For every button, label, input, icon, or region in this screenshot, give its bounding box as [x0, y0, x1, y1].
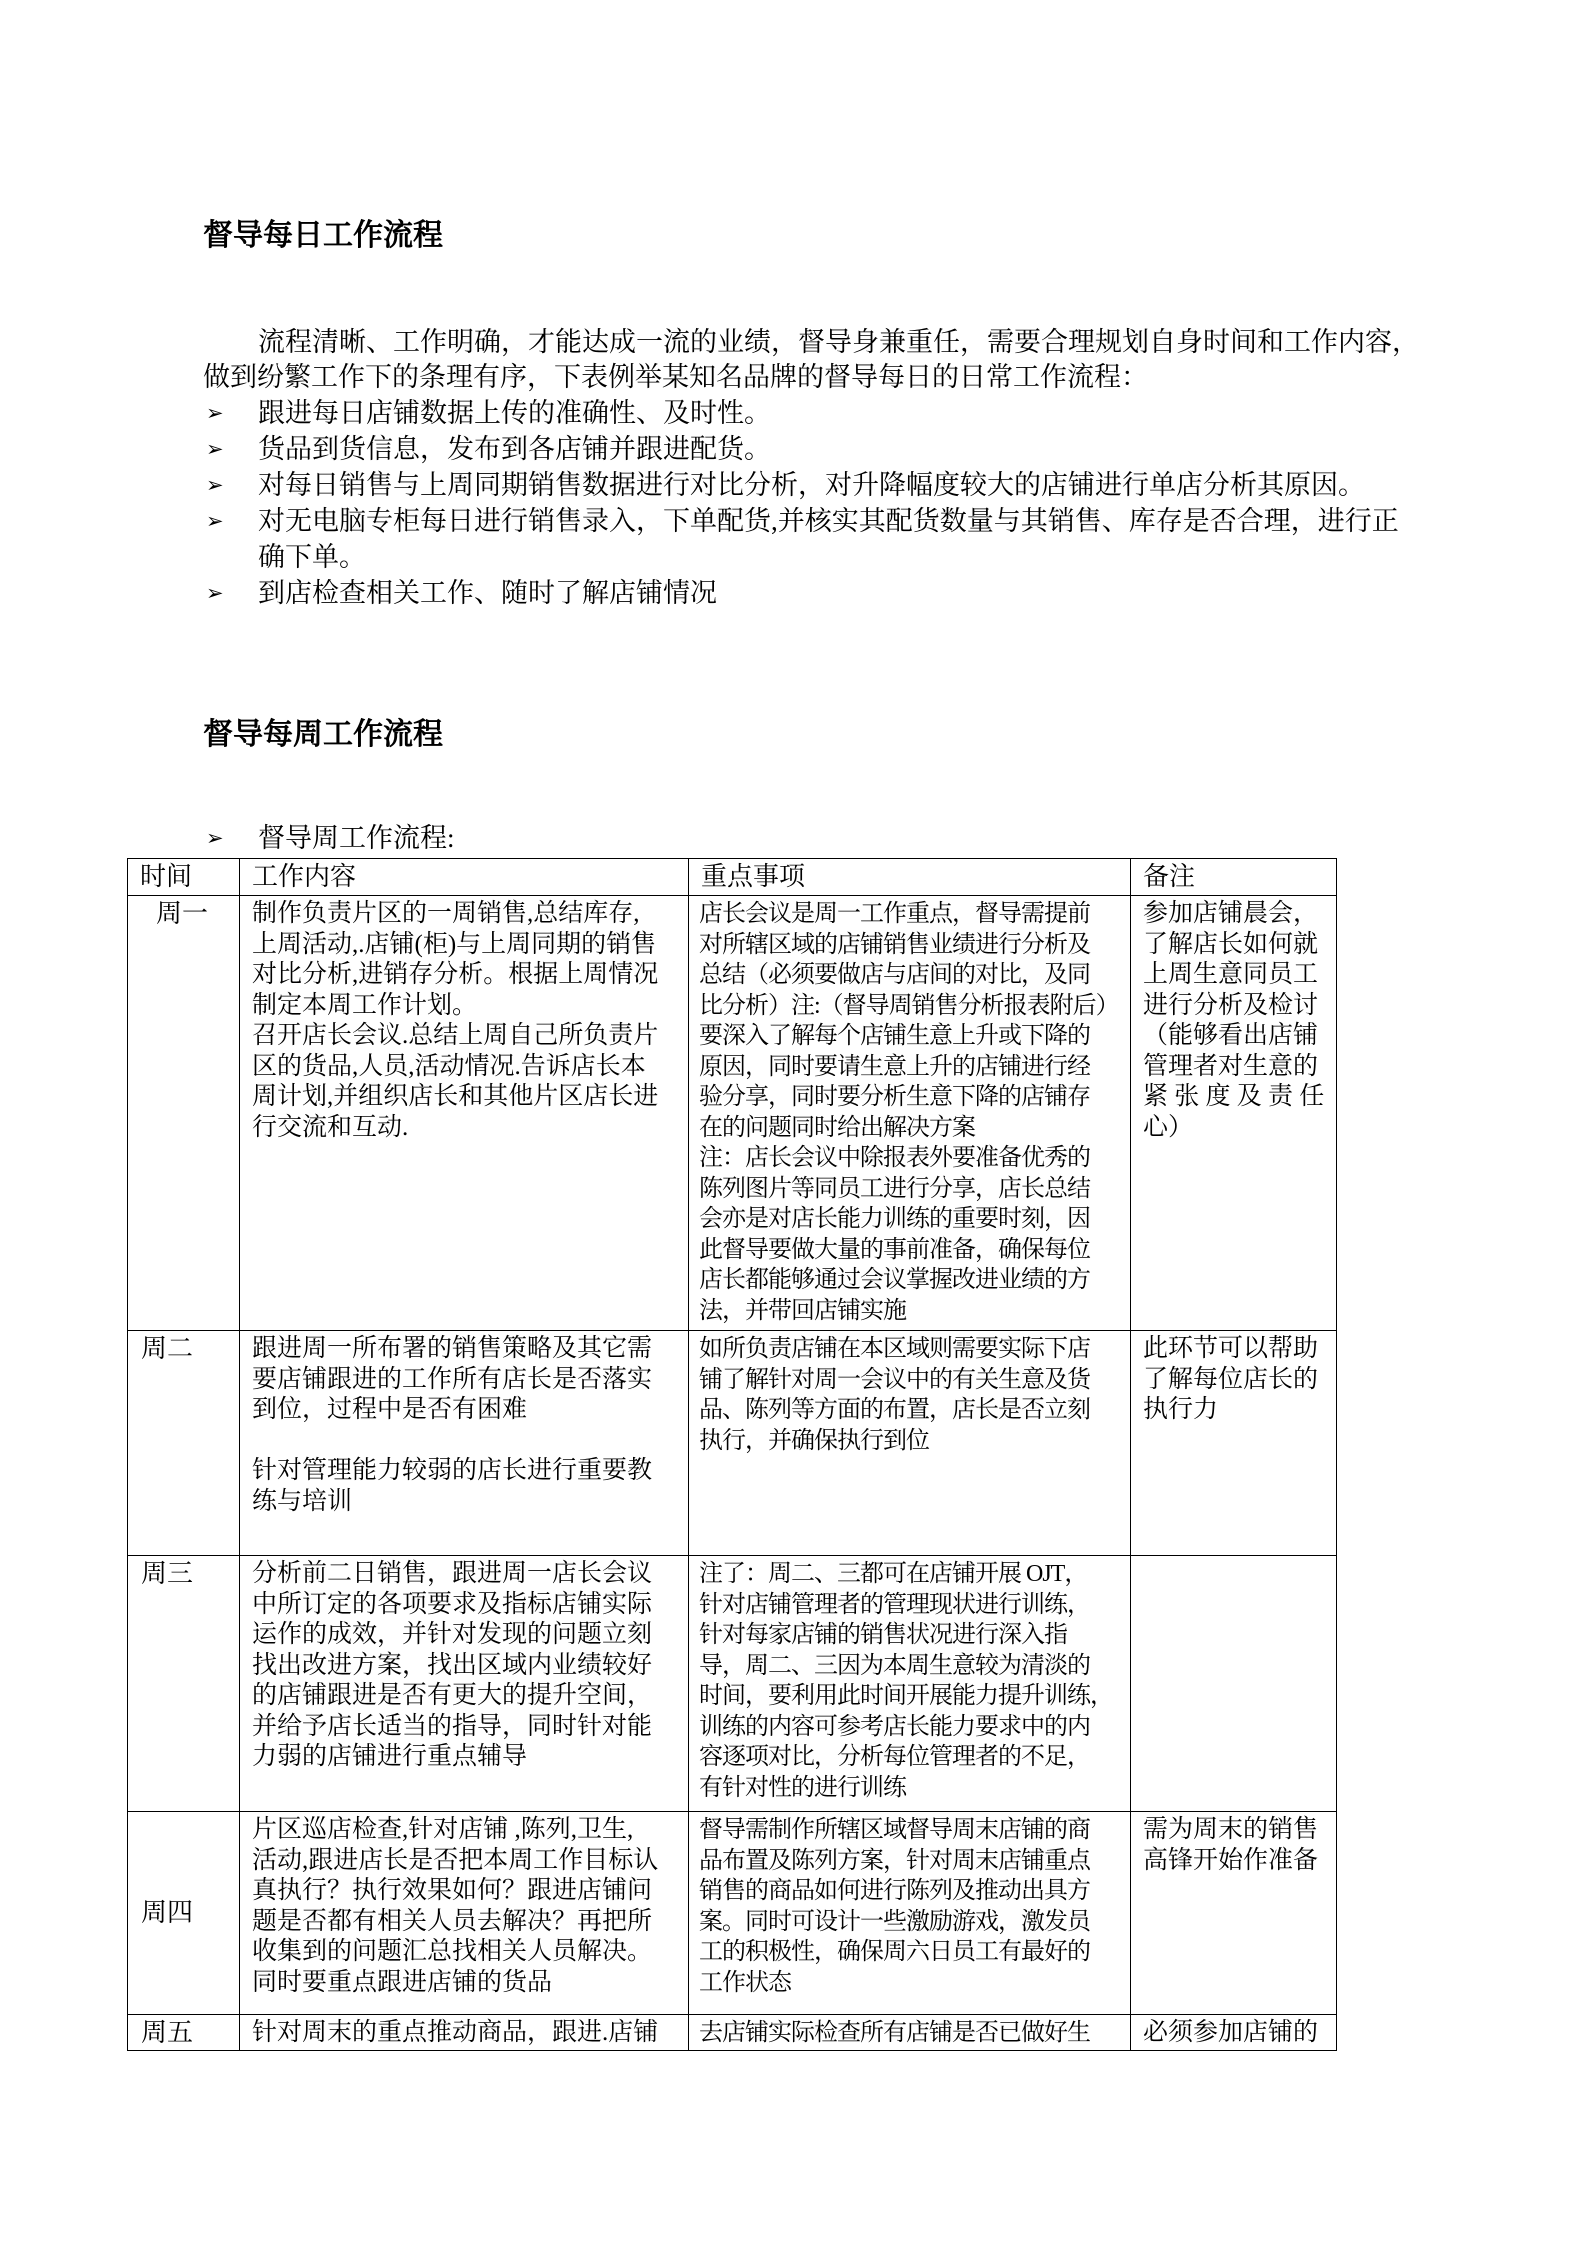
bullet-line: 货品到货信息，发布到各店铺并跟进配货。 [258, 434, 771, 464]
header-notes: 备注 [1131, 859, 1337, 896]
cell-line: 原因，同时要请生意上升的店铺进行经 [699, 1053, 1090, 1080]
bullet-text [258, 575, 717, 611]
bullet-text [258, 820, 455, 856]
cell-line: 去店铺实际检查所有店铺是否已做好生 [699, 2020, 1090, 2046]
cell-line: 注：店长会议中除报表外要准备优秀的 [699, 1145, 1090, 1171]
cell-line [252, 1426, 684, 1457]
day-cell: 周四 [128, 1812, 240, 2015]
cell-line: 品布置及陈列方案，针对周末店铺重点 [699, 1847, 1090, 1874]
cell-line: 督导需制作所辖区域督导周末店铺的商 [699, 1817, 1090, 1843]
cell-line: 高锋开始作准备 [1143, 1846, 1319, 1874]
bullet-item [203, 820, 455, 856]
cell-line: 会亦是对店长能力训练的重要时刻，因 [699, 1206, 1090, 1232]
cell-line: 真执行？执行效果如何？跟进店铺问 [252, 1877, 653, 1904]
arrow-bullet-icon [203, 503, 258, 539]
cell-line: 收集到的问题汇总找相关人员解决。 [252, 1938, 653, 1965]
weekly-bullet-list [203, 820, 455, 856]
bullet-text [258, 503, 1399, 575]
arrow-bullet-icon [203, 395, 258, 431]
cell-line: 分析前二日销售，跟进周一店长会议 [252, 1560, 653, 1587]
work-content-cell [240, 2015, 689, 2051]
cell-line: 制定本周工作计划。 [252, 991, 478, 1019]
header-time: 时间 [128, 859, 240, 896]
cell-line: 到位，过程中是否有困难 [252, 1396, 528, 1423]
cell-line: 活动,跟进店长是否把本周工作目标认 [252, 1846, 659, 1874]
table-row [128, 896, 1337, 1331]
notes-cell [1131, 2015, 1337, 2051]
cell-line: 在的问题同时给出解决方案 [699, 1114, 975, 1141]
key-points-cell [689, 1812, 1131, 2015]
cell-line: 针对每家店铺的销售状况进行深入指 [699, 1622, 1067, 1648]
cell-line: 比分析）注:（督导周销售分析报表附后） [699, 992, 1119, 1019]
bullet-item [203, 395, 1399, 431]
key-points-cell [689, 1331, 1131, 1556]
cell-line: 跟进周一所布署的销售策略及其它需 [252, 1335, 653, 1362]
work-content-cell [240, 896, 689, 1331]
cell-line: 针对管理能力较弱的店长进行重要教 [252, 1457, 653, 1484]
cell-line: 练与培训 [252, 1487, 353, 1515]
cell-line: 的店铺跟进是否有更大的提升空间， [252, 1682, 653, 1709]
work-content-cell [240, 1556, 689, 1812]
cell-line: 上周生意同员工 [1143, 961, 1319, 988]
cell-line: 要深入了解每个店铺生意上升或下降的 [699, 1023, 1090, 1049]
table-row [128, 2015, 1337, 2051]
cell-line: 力弱的店铺进行重点辅导 [252, 1743, 528, 1770]
cell-line: 并给予店长适当的指导，同时针对能 [252, 1712, 653, 1740]
cell-line: 此环节可以帮助 [1143, 1335, 1319, 1362]
cell-line: 紧 张 度 及 责 任 [1143, 1083, 1325, 1110]
cell-line: 对比分析,进销存分析。根据上周情况 [252, 961, 659, 988]
bullet-item [203, 431, 1399, 467]
bullet-item [203, 503, 1399, 575]
cell-line: 执行，并确保执行到位 [699, 1427, 929, 1454]
notes-cell [1131, 896, 1337, 1331]
notes-cell [1131, 1556, 1337, 1812]
cell-line: 店长都能够通过会议掌握改进业绩的方 [699, 1267, 1090, 1293]
cell-line: 参加店铺晨会， [1143, 900, 1319, 927]
cell-line: 需为周末的销售 [1143, 1816, 1319, 1843]
bullet-item [203, 575, 1399, 611]
cell-line: 导，周二、三因为本周生意较为清淡的 [699, 1652, 1090, 1679]
cell-line: 时间，要利用此时间开展能力提升训练， [699, 1683, 1113, 1709]
cell-line: 陈列图片等同员工进行分享，店长总结 [699, 1175, 1090, 1202]
day-cell: 周五 [128, 2015, 240, 2051]
section-title-weekly: 督导每周工作流程 [203, 717, 443, 752]
cell-line: 片区巡店检查,针对店铺 ,陈列,卫生, [252, 1816, 634, 1843]
intro-line: 做到纷繁工作下的条理有序，下表例举某知名品牌的督导每日的日常工作流程： [203, 362, 1148, 392]
day-cell: 周三 [128, 1556, 240, 1812]
bullet-text [258, 431, 771, 467]
cell-line: 对所辖区域的店铺销售业绩进行分析及 [699, 931, 1090, 958]
bullet-line: 督导周工作流程: [258, 823, 455, 853]
cell-line: 容逐项对比，分析每位管理者的不足， [699, 1744, 1090, 1770]
cell-line: 针对周末的重点推动商品，跟进.店铺 [252, 2019, 659, 2046]
intro-paragraph [203, 325, 1419, 395]
cell-line: 注了：周二、三都可在店铺开展 OJT， [699, 1561, 1088, 1587]
weekly-workflow-table [127, 858, 1337, 2051]
cell-line: 运作的成效，并针对发现的问题立刻 [252, 1621, 653, 1648]
cell-line: 周计划,并组织店长和其他片区店长进 [252, 1083, 659, 1110]
cell-line: 管理者对生意的 [1143, 1052, 1319, 1080]
header-key-points: 重点事项 [689, 859, 1131, 896]
cell-line: 同时要重点跟进店铺的货品 [252, 1968, 553, 1996]
arrow-bullet-icon [203, 431, 258, 467]
cell-line: 心） [1143, 1113, 1194, 1141]
bullet-item [203, 467, 1399, 503]
cell-line: 工作状态 [699, 1969, 791, 1996]
work-content-cell [240, 1331, 689, 1556]
bullet-text [258, 467, 1365, 503]
cell-line: 针对店铺管理者的管理现状进行训练， [699, 1591, 1090, 1618]
day-cell: 周一 [128, 896, 240, 1331]
arrow-bullet-icon [203, 820, 258, 856]
cell-line: 法，并带回店铺实施 [699, 1297, 906, 1324]
cell-line: 如所负责店铺在本区域则需要实际下店 [699, 1336, 1090, 1362]
cell-line: 区的货品,人员,活动情况.告诉店长本 [252, 1052, 646, 1080]
cell-line: 找出改进方案，找出区域内业绩较好 [252, 1651, 653, 1679]
cell-line: 验分享，同时要分析生意下降的店铺存 [699, 1084, 1090, 1110]
bullet-line: 到店检查相关工作、随时了解店铺情况 [258, 578, 717, 608]
cell-line: 要店铺跟进的工作所有店长是否落实 [252, 1365, 653, 1393]
cell-line: 执行力 [1143, 1396, 1219, 1423]
cell-line: 训练的内容可参考店长能力要求中的内 [699, 1713, 1090, 1740]
intro-line: 流程清晰、工作明确，才能达成一流的业绩，督导身兼重任，需要合理规划自身时间和工作内容， [258, 327, 1419, 357]
cell-line: 案。同时可设计一些激励游戏，激发员 [699, 1908, 1090, 1935]
arrow-bullet-icon [203, 575, 258, 611]
header-work-content: 工作内容 [240, 859, 689, 896]
bullet-text [258, 395, 771, 431]
cell-line: 有针对性的进行训练 [699, 1774, 906, 1801]
arrow-bullet-icon [203, 467, 258, 503]
bullet-line: 确下单。 [258, 542, 366, 572]
cell-line: 行交流和互动. [252, 1113, 409, 1141]
daily-bullet-list [203, 395, 1399, 611]
table-row [128, 1331, 1337, 1556]
section-title-daily: 督导每日工作流程 [203, 218, 443, 253]
cell-line: 铺了解针对周一会议中的有关生意及货 [699, 1366, 1090, 1393]
bullet-line: 对无电脑专柜每日进行销售录入，下单配货,并核实其配货数量与其销售、库存是否合理，进行正 [258, 506, 1399, 536]
cell-line: 此督导要做大量的事前准备，确保每位 [699, 1236, 1090, 1263]
cell-line: 了解店长如何就 [1143, 930, 1319, 958]
cell-line: 品、陈列等方面的布置，店长是否立刻 [699, 1397, 1090, 1423]
key-points-cell [689, 2015, 1131, 2051]
cell-line: 制作负责片区的一周销售,总结库存, [252, 900, 640, 927]
cell-line: 总结（必须要做店与店间的对比，及同 [699, 962, 1090, 988]
key-points-cell [689, 896, 1131, 1331]
cell-line: 销售的商品如何进行陈列及推动出具方 [699, 1878, 1090, 1904]
table-header-row [128, 859, 1337, 896]
cell-line: 召开店长会议.总结上周自己所负责片 [252, 1022, 659, 1049]
table-row [128, 1812, 1337, 2015]
cell-line: （能够看出店铺 [1143, 1022, 1319, 1049]
cell-line: 店长会议是周一工作重点，督导需提前 [699, 901, 1090, 927]
cell-line: 进行分析及检讨 [1143, 991, 1319, 1019]
cell-line: 工的积极性，确保周六日员工有最好的 [699, 1939, 1090, 1965]
cell-line: 必须参加店铺的 [1143, 2019, 1319, 2046]
cell-line: 题是否都有相关人员去解决？再把所 [252, 1907, 653, 1935]
cell-line: 上周活动,.店铺(柜)与上周同期的销售 [252, 930, 657, 958]
day-cell: 周二 [128, 1331, 240, 1556]
notes-cell [1131, 1812, 1337, 2015]
cell-line: 了解每位店长的 [1143, 1365, 1319, 1393]
cell-line: 中所订定的各项要求及指标店铺实际 [252, 1590, 653, 1618]
work-content-cell [240, 1812, 689, 2015]
bullet-line: 跟进每日店铺数据上传的准确性、及时性。 [258, 398, 771, 428]
notes-cell [1131, 1331, 1337, 1556]
table-row [128, 1556, 1337, 1812]
key-points-cell [689, 1556, 1131, 1812]
bullet-line: 对每日销售与上周同期销售数据进行对比分析，对升降幅度较大的店铺进行单店分析其原因。 [258, 470, 1365, 500]
